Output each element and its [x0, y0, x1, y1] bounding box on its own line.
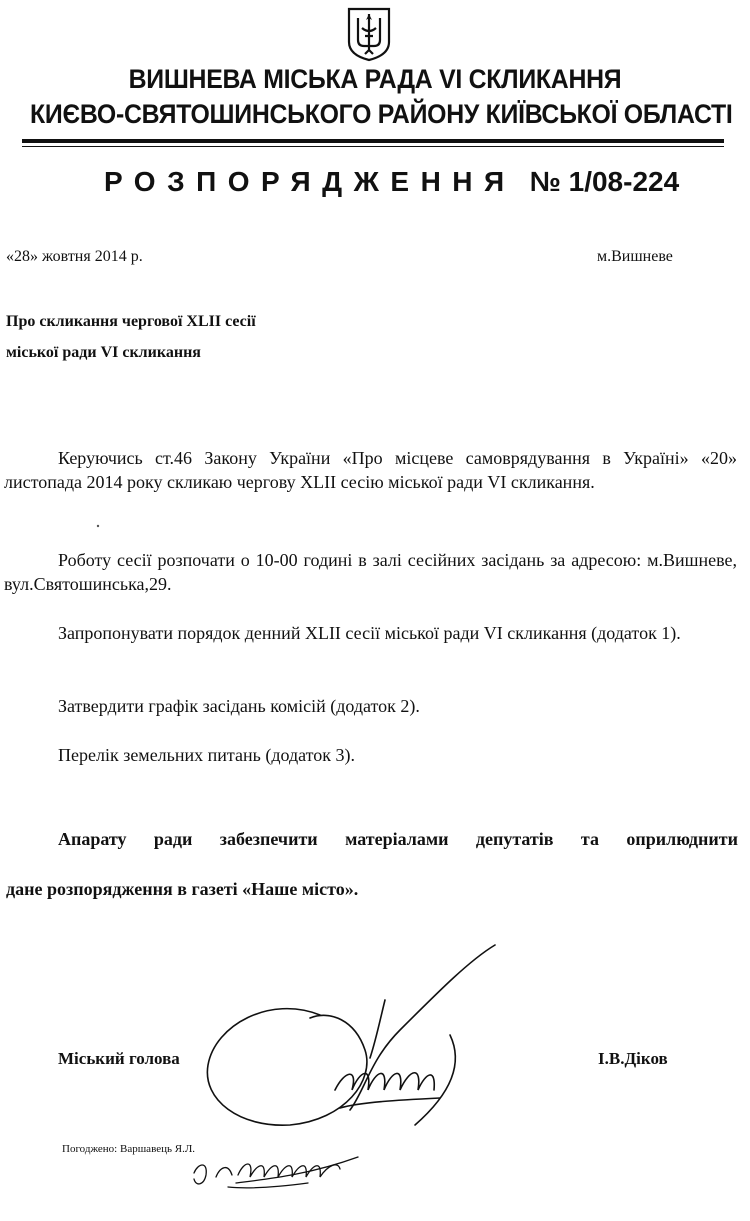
- council-name: ВИШНЕВА МІСЬКА РАДА VI СКЛИКАННЯ: [128, 64, 622, 94]
- paragraph-land-issues: Перелік земельних питань (додаток 3).: [58, 745, 356, 765]
- subject-line-2: міської ради VI скликання: [6, 344, 201, 361]
- signatory-title: Міський голова: [58, 1049, 180, 1068]
- paragraph-committee-schedule: Затвердити графік засідань комісій (додаток 2).: [58, 696, 420, 716]
- approver-signature: [188, 1145, 368, 1191]
- document-kind: РОЗПОРЯДЖЕННЯ: [104, 166, 516, 197]
- document-place: м.Вишневе: [597, 248, 673, 265]
- signatory-name: І.В.Діков: [598, 1049, 668, 1068]
- document-title: [104, 166, 679, 198]
- paragraph-convening: Керуючись ст.46 Закону України «Про місцеве самоврядування в Україні» «20» листопада 2014 року скликаю чергову XLII сесію міської ради VI скликання.: [4, 448, 737, 492]
- instruction-line-2: дане розпорядження в газеті «Наше місто».: [6, 879, 359, 899]
- paragraph-session-start: Роботу сесії розпочати о 10-00 годині в залі сесійних засідань за адресою: м.Вишневе, вул.Святошинська,29.: [4, 550, 737, 594]
- instruction-line-1: Апарату ради забезпечити матеріалами депутатів та оприлюднити: [58, 829, 738, 849]
- scan-speck: [96, 524, 100, 528]
- coat-of-arms-icon: [346, 6, 392, 62]
- subject-line-1: Про скликання чергової XLII сесії: [6, 313, 256, 330]
- document-number: № 1/08-224: [529, 166, 680, 197]
- district-name: КИЄВО-СВЯТОШИНСЬКОГО РАЙОНУ КИЇВСЬКОЇ ОБЛАСТІ: [30, 99, 733, 129]
- header-divider: [22, 139, 724, 151]
- mayor-signature: [200, 940, 510, 1130]
- approval-note: Погоджено: Варшавець Я.Л.: [62, 1143, 196, 1155]
- paragraph-agenda: Запропонувати порядок денний XLII сесії міської ради VI скликання (додаток 1).: [58, 623, 681, 643]
- document-date: «28» жовтня 2014 р.: [6, 248, 143, 265]
